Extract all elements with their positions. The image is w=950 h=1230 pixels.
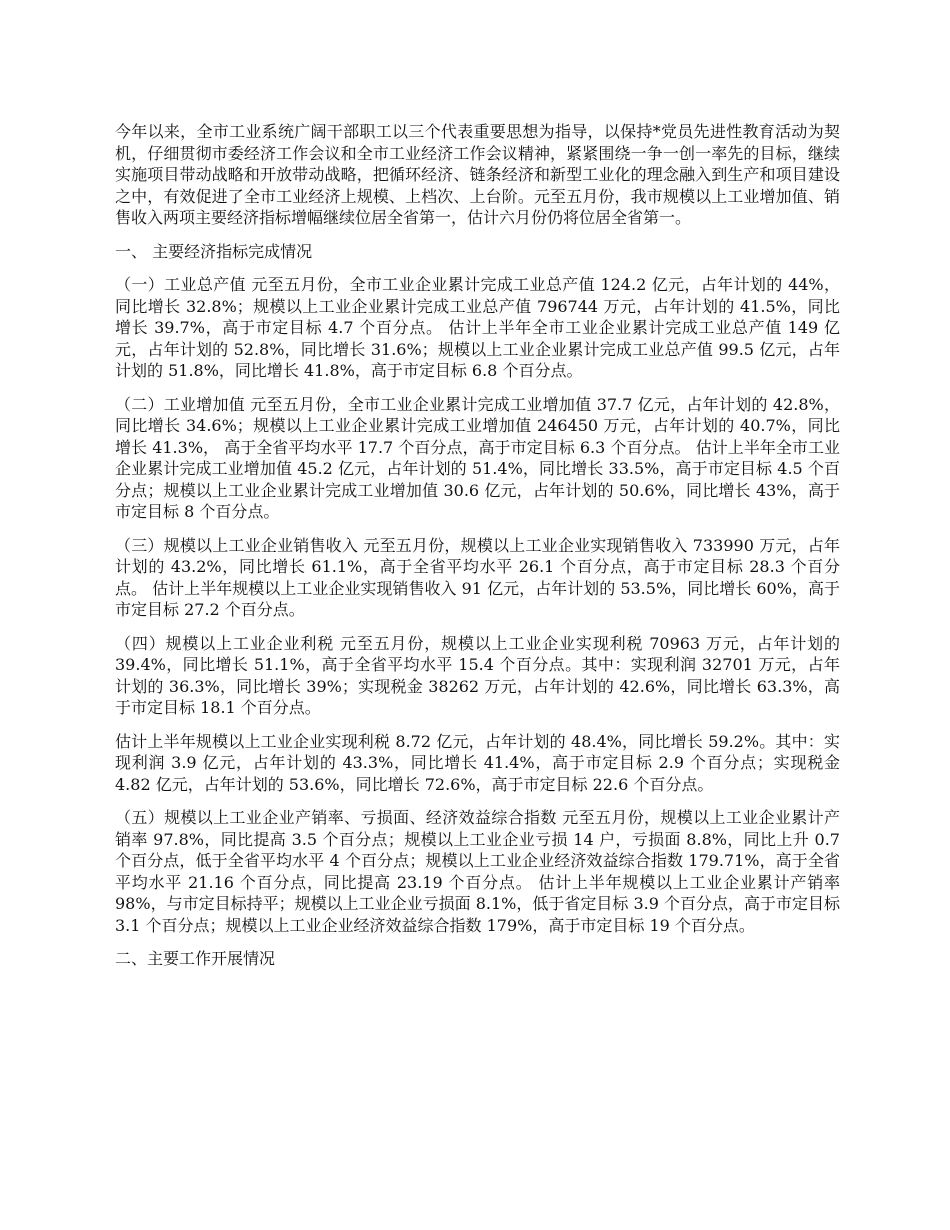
- document-body: [115, 121, 840, 982]
- section-heading-1: 一、 主要经济指标完成情况: [115, 241, 313, 261]
- paragraph-value-added: （二）工业增加值 元至五月份，全市工业企业累计完成工业增加值 37.7 亿元，占年计划的 42.8%，同比增长 34.6%；规模以上工业企业累计完成工业增加值 246450 万元，占年计划的 40.7%，同比增长 41.3%， 高于全省平均水平 17.7 个百分点，高于市定目标 6.3 个百分点。 估计上半年全市工业企业累计完成工业增加值 45.2 亿元，占年计划的 51.4%，同比增长 33.5%，高于市定目标 4.5 个百分点；规模以上工业企业累计完成工业增加值 30.6 亿元，占年计划的 50.6%，同比增长 43%，高于市定目标 8 个百分点。: [115, 394, 840, 521]
- paragraph-industrial-output: （一）工业总产值 元至五月份，全市工业企业累计完成工业总产值 124.2 亿元，占年计划的 44%，同比增长 32.8%；规模以上工业企业累计完成工业总产值 796744 万元，占年计划的 41.5%，同比增长 39.7%，高于市定目标 4.7 个百分点。 估计上半年全市工业企业累计完成工业总产值 149 亿元，占年计划的 52.8%，同比增长 31.6%；规模以上工业企业累计完成工业总产值 99.5 亿元，占年计划的 51.8%，同比增长 41.8%，高于市定目标 6.8 个百分点。: [115, 275, 840, 380]
- paragraph-sales-revenue: （三）规模以上工业企业销售收入 元至五月份，规模以上工业企业实现销售收入 733990 万元，占年计划的 43.2%，同比增长 61.1%，高于全省平均水平 26.1 个百分点，高于市定目标 28.3 个百分点。 估计上半年规模以上工业企业实现销售收入 91 亿元，占年计划的 53.5%，同比增长 60%，高于市定目标 27.2 个百分点。: [115, 535, 840, 619]
- intro-paragraph: 今年以来，全市工业系统广阔干部职工以三个代表重要思想为指导，以保持*党员先进性教育活动为契机，仔细贯彻市委经济工作会议和全市工业经济工作会议精神，紧紧围绕一争一创一率先的目标，继续实施项目带动战略和开放带动战略，把循环经济、链条经济和新型工业化的理念融入到生产和项目建设之中，有效促进了全市工业经济上规模、上档次、上台阶。元至五月份，我市规模以上工业增加值、销售收入两项主要经济指标增幅继续位居全省第一，估计六月份仍将位居全省第一。: [115, 122, 840, 227]
- section-heading-2: 二、主要工作开展情况: [115, 949, 276, 968]
- paragraph-profit-tax: （四）规模以上工业企业利税 元至五月份，规模以上工业企业实现利税 70963 万元，占年计划的 39.4%，同比增长 51.1%，高于全省平均水平 15.4 个百分点。其中：实现利润 32701 万元，占年计划的 36.3%，同比增长 39%；实现税金 38262 万元，占年计划的 42.6%，同比增长 63.3%，高于市定目标 18.1 个百分点。: [115, 633, 840, 717]
- paragraph-efficiency-index: （五）规模以上工业企业产销率、亏损面、经济效益综合指数 元至五月份，规模以上工业企业累计产销率 97.8%，同比提高 3.5 个百分点；规模以上工业企业亏损 14 户，亏损面 8.8%，同比上升 0.7 个百分点，低于全省平均水平 4 个百分点；规模以上工业企业经济效益综合指数 179.71%，高于全省平均水平 21.16 个百分点，同比提高 23.19 个百分点。 估计上半年规模以上工业企业累计产销率 98%，与市定目标持平；规模以上工业企业亏损面 8.1%，低于省定目标 3.9 个百分点，高于市定目标 3.1 个百分点；规模以上工业企业经济效益综合指数 179%，高于市定目标 19 个百分点。: [115, 808, 840, 935]
- paragraph-profit-tax-estimate: 估计上半年规模以上工业企业实现利税 8.72 亿元，占年计划的 48.4%，同比增长 59.2%。其中：实现利润 3.9 亿元，占年计划的 43.3%，同比增长 41.4%，高于市定目标 2.9 个百分点；实现税金 4.82 亿元，占年计划的 53.6%，同比增长 72.6%，高于市定目标 22.6 个百分点。: [115, 731, 840, 794]
